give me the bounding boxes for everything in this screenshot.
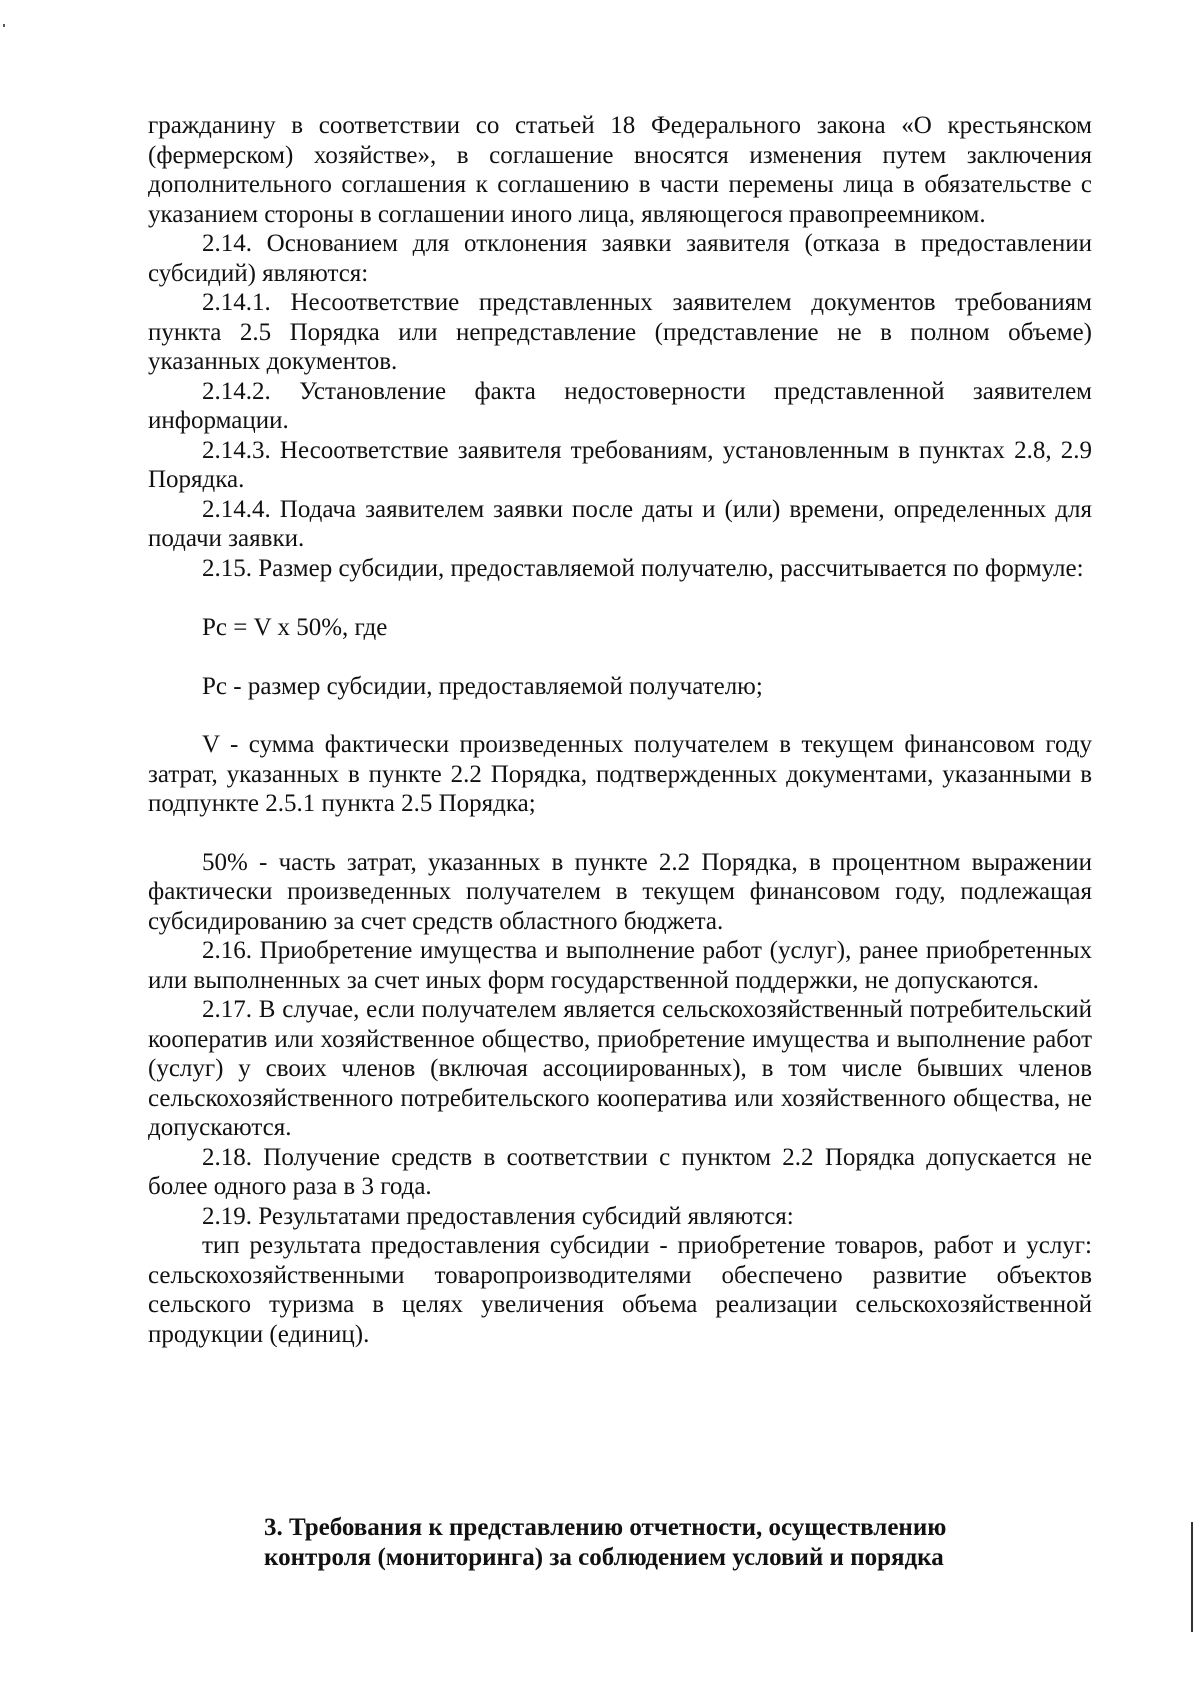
paragraph-continuation: гражданину в соответствии со статьей 18 Федерального закона «О крестьянском (фермерском) хозяйстве», в соглашение вносятся изменения путем заключения дополнительного соглашения к соглашению в части перемены лица в обязательстве с указанием стороны в соглашении иного лица, являющегося правопреемником. xyxy=(148,112,1092,228)
paragraph-2-15: 2.15. Размер субсидии, предоставляемой получателю, рассчитывается по формуле: xyxy=(202,554,1084,582)
paragraph-2-19: 2.19. Результатами предоставления субсидий являются: xyxy=(202,1202,794,1230)
paragraph-2-14-4: 2.14.4. Подача заявителем заявки после даты и (или) времени, определенных для подачи заявки. xyxy=(148,495,1092,552)
paragraph-2-16: 2.16. Приобретение имущества и выполнение работ (услуг), ранее приобретенных или выполненных за счет иных форм государственной поддержки, не допускаются. xyxy=(148,937,1092,994)
section-heading-line-1: 3. Требования к представлению отчетности, осуществлению xyxy=(264,1514,947,1541)
paragraph-2-14-3: 2.14.3. Несоответствие заявителя требованиям, установленным в пунктах 2.8, 2.9 Порядка. xyxy=(148,436,1092,493)
paragraph-2-14-2: 2.14.2. Установление факта недостоверности представленной заявителем информации. xyxy=(148,377,1092,434)
paragraph-2-18: 2.18. Получение средств в соответствии с пунктом 2.2 Порядка допускается не более одного раза в 3 года. xyxy=(148,1143,1092,1200)
scan-edge-line xyxy=(1191,1522,1193,1632)
paragraph-result-type: тип результата предоставления субсидии - приобретение товаров, работ и услуг: сельскохозяйственными товаропроизводителями обеспечено развитие объектов сельского туризма в целях увеличения объема реализации сельскохозяйственной продукции (единиц). xyxy=(148,1232,1092,1348)
scan-speck xyxy=(3,24,5,27)
document-body xyxy=(148,111,1092,1349)
definition-50-percent: 50% - часть затрат, указанных в пункте 2.2 Порядка, в процентном выражении фактически произведенных получателем в текущем финансовом году, подлежащая субсидированию за счет средств областного бюджета. xyxy=(148,848,1092,935)
paragraph-2-17: 2.17. В случае, если получателем является сельскохозяйственный потребительский кооператив или хозяйственное общество, приобретение имущества и выполнение работ (услуг) у своих членов (включая ассоциированных), в том числе бывших членов сельскохозяйственного потребительского кооператива или хозяйственного общества, не допускаются. xyxy=(148,996,1092,1141)
section-heading-line-2: контроля (мониторинга) за соблюдением условий и порядка xyxy=(264,1543,944,1571)
definition-v: V - сумма фактически произведенных получателем в текущем финансовом году затрат, указанных в пункте 2.2 Порядка, подтвержденных документами, указанными в подпункте 2.5.1 пункта 2.5 Порядка; xyxy=(148,731,1092,817)
definition-rc: Рс - размер субсидии, предоставляемой получателю; xyxy=(202,672,763,700)
paragraph-2-14-1: 2.14.1. Несоответствие представленных заявителем документов требованиям пункта 2.5 Порядка или непредставление (представление не в полном объеме) указанных документов. xyxy=(148,289,1092,375)
section-3-heading xyxy=(148,1513,1092,1572)
subsidy-formula: Рс = V х 50%, где xyxy=(202,614,388,641)
paragraph-2-14: 2.14. Основанием для отклонения заявки заявителя (отказа в предоставлении субсидий) являются: xyxy=(148,230,1092,287)
